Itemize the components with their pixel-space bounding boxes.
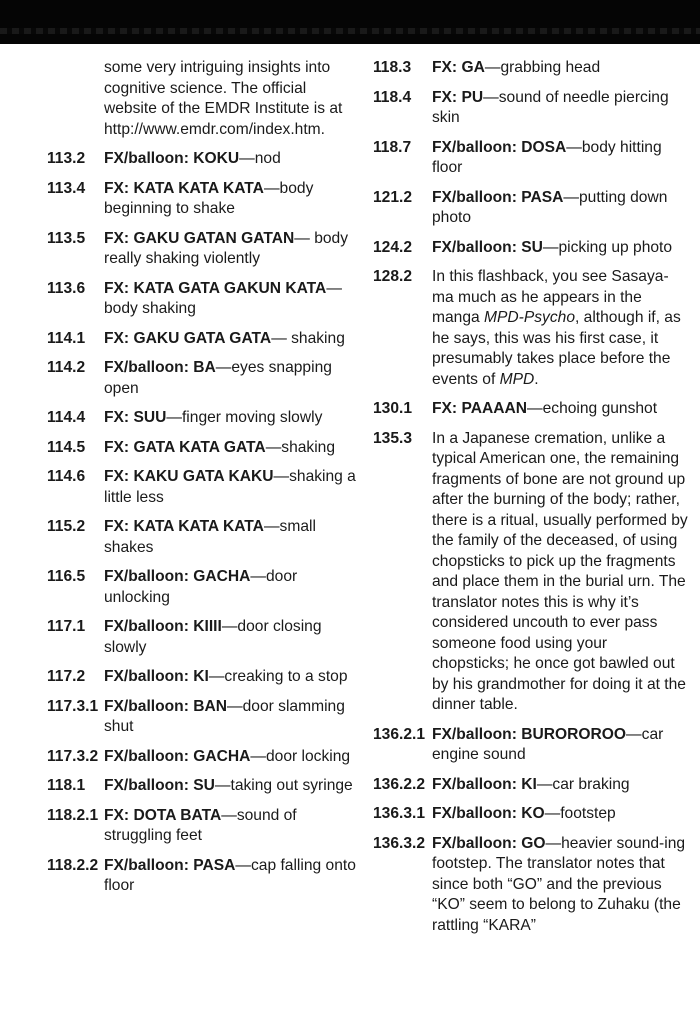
- entry-text: —door unlocking: [104, 568, 298, 606]
- sound-effect-label: FX/balloon: SU: [104, 777, 215, 794]
- note-text: [104, 806, 357, 847]
- entry-text: —shaking a little less: [104, 468, 356, 506]
- page-panel-number: 128.2: [373, 268, 413, 285]
- italic-title: MPD: [499, 370, 535, 388]
- page-panel-number: 114.4: [47, 409, 86, 426]
- page-panel-number: 118.3: [373, 59, 412, 76]
- note-text: [104, 776, 357, 797]
- note-entry: [373, 238, 688, 259]
- note-entry: [47, 179, 357, 220]
- sound-effect-label: FX/balloon: BUROROROO: [432, 725, 627, 743]
- entry-text: —car braking: [536, 775, 630, 793]
- note-entry: [47, 567, 357, 608]
- entry-text: — body shaking: [104, 279, 342, 317]
- sound-effect-label: FX: KATA KATA KATA: [104, 179, 264, 197]
- entry-text: —creaking to a stop: [208, 668, 348, 685]
- note-text: [432, 775, 688, 796]
- note-text: [432, 725, 688, 766]
- sound-effect-label: FX/balloon: SU: [432, 238, 543, 256]
- note-text: [104, 279, 357, 320]
- page-panel-number: 118.7: [373, 138, 412, 156]
- page-panel-number: 114.2: [47, 359, 86, 376]
- page-header-bar: [0, 0, 700, 44]
- entry-text: —echoing gunshot: [527, 400, 658, 417]
- note-entry: [373, 138, 688, 179]
- right-column: [373, 58, 688, 945]
- note-text: [432, 88, 688, 129]
- entry-text: —taking out syringe: [214, 777, 353, 794]
- sound-effect-label: FX: GAKU GATA GATA: [104, 329, 272, 347]
- page-panel-number: 113.4: [47, 179, 86, 197]
- note-entry: [47, 408, 357, 429]
- page-panel-number: 113.5: [47, 229, 86, 247]
- entry-text: —door locking: [250, 747, 351, 765]
- sound-effect-label: FX/balloon: BAN: [104, 697, 228, 715]
- sound-effect-label: FX/balloon: KI: [432, 775, 537, 793]
- note-text: [104, 467, 357, 508]
- page-panel-number: 117.2: [47, 668, 86, 685]
- note-entry: [47, 358, 357, 399]
- entry-text: —putting down photo: [432, 188, 668, 226]
- note-text: [104, 567, 357, 608]
- note-text: [104, 747, 357, 768]
- entry-text: —shaking: [265, 438, 336, 456]
- page-panel-number: 118.1: [47, 777, 86, 794]
- note-entry: [47, 438, 357, 459]
- note-text: [104, 438, 357, 459]
- note-entry: [47, 279, 357, 320]
- page-panel-number: 136.2.1: [373, 725, 426, 743]
- page-panel-number: 118.2.2: [47, 856, 99, 874]
- note-entry: [47, 697, 357, 738]
- page-panel-number: 136.2.2: [373, 775, 426, 793]
- entry-text: —small shakes: [104, 518, 316, 556]
- sound-effect-label: FX: SUU: [104, 409, 167, 426]
- entry-text: —sound of needle piercing skin: [432, 88, 669, 126]
- entry-text: —finger moving slowly: [166, 409, 323, 426]
- note-entry: [47, 776, 357, 797]
- sound-effect-label: FX/balloon: GACHA: [104, 747, 251, 765]
- sound-effect-label: FX: PAAAAN: [432, 400, 528, 417]
- note-entry: [47, 229, 357, 270]
- note-entry: [373, 725, 688, 766]
- sound-effect-label: FX/balloon: GO: [432, 834, 546, 852]
- page-panel-number: 114.6: [47, 468, 86, 485]
- entry-text: —body beginning to shake: [104, 179, 314, 217]
- page-panel-number: 130.1: [373, 400, 413, 417]
- sound-effect-label: FX: GATA KATA GATA: [104, 438, 266, 456]
- note-entry: [373, 804, 688, 825]
- sound-effect-label: FX: KAKU GATA KAKU: [104, 468, 274, 485]
- page-panel-number: 118.4: [373, 88, 412, 106]
- note-entry: [47, 329, 357, 350]
- entry-text: —car engine sound: [432, 725, 664, 763]
- sound-effect-label: FX/balloon: DOSA: [432, 138, 567, 156]
- note-text: [104, 517, 357, 558]
- note-entry: [47, 149, 357, 170]
- note-text: [432, 238, 688, 259]
- entry-text: —footstep: [544, 805, 616, 822]
- sound-effect-label: FX: GAKU GATAN GATAN: [104, 229, 295, 247]
- note-text: [432, 804, 688, 825]
- page-panel-number: 117.3.1: [47, 697, 99, 715]
- note-text: [432, 267, 688, 390]
- continued-note: [47, 58, 357, 140]
- entry-text: —door slamming shut: [104, 697, 345, 735]
- note-entry: [373, 775, 688, 796]
- page-panel-number: 136.3.1: [373, 805, 426, 822]
- page-panel-number: 117.1: [47, 618, 86, 635]
- entry-text: —door closing slowly: [104, 618, 322, 656]
- entry-text: In a Japanese cremation, unlike a typical American one, the remaining fragments of bone are not ground up after the burning of the body; rather, there is a ritual, usually performed by the family of the deceased, of using chopsticks to pick up the fragments and place them in the burial urn. The translator notes this is why it’s considered uncouth to ever pass someone food using your chopsticks; he once got bawled out by his grandmother for doing it at the dinner table.: [432, 429, 688, 713]
- page-panel-number: 117.3.2: [47, 747, 99, 765]
- note-text: [104, 229, 357, 270]
- sound-effect-label: FX/balloon: KOKU: [104, 150, 240, 167]
- note-entry: [47, 667, 357, 688]
- note-entry: [47, 747, 357, 768]
- sound-effect-label: FX: DOTA BATA: [104, 806, 222, 824]
- entry-text: —eyes snapping open: [104, 359, 332, 397]
- page-panel-number: 136.3.2: [373, 834, 426, 852]
- page-panel-number: 115.2: [47, 518, 86, 535]
- note-text: [104, 329, 357, 350]
- note-text: [104, 408, 357, 429]
- note-entry: [373, 88, 688, 129]
- note-entry: [47, 856, 357, 897]
- note-entry: [373, 429, 688, 716]
- note-entry: [373, 188, 688, 229]
- entry-text: —picking up photo: [542, 238, 673, 256]
- note-entry: [47, 806, 357, 847]
- entry-text: —heavier sound-ing footstep. The translator notes that since both “GO” and the previous “KO” seem to belong to Zuhaku (the rattling “KARA”: [432, 834, 686, 934]
- page-panel-number: 121.2: [373, 188, 413, 206]
- sound-effect-label: FX: PU: [432, 88, 484, 106]
- page-panel-number: 116.5: [47, 568, 86, 585]
- sound-effect-label: FX/balloon: KI: [104, 668, 209, 685]
- page-panel-number: 135.3: [373, 429, 413, 447]
- sound-effect-label: FX/balloon: BA: [104, 359, 216, 376]
- note-text: [104, 149, 357, 170]
- note-text: [104, 697, 357, 738]
- note-text: [432, 58, 688, 79]
- sound-effect-label: FX/balloon: PASA: [104, 856, 236, 874]
- entry-text: , although if, as he says, this was his first case, it presumably takes place before the events of: [432, 309, 681, 388]
- note-entry: [47, 517, 357, 558]
- left-column: [47, 58, 357, 906]
- note-text: [104, 856, 357, 897]
- entry-text: some very intriguing insights into cognitive science. The official website of the EMDR Institute is at http://www.emdr.com/index.htm.: [104, 59, 343, 138]
- page-panel-number: 118.2.1: [47, 806, 99, 824]
- entry-text: .: [534, 370, 539, 388]
- note-entry: [373, 267, 688, 390]
- note-text: [432, 138, 688, 179]
- entry-text: —nod: [239, 150, 281, 167]
- note-text: [432, 399, 688, 420]
- italic-title: MPD-Psycho: [484, 309, 575, 326]
- sound-effect-label: FX/balloon: GACHA: [104, 568, 251, 585]
- note-entry: [47, 617, 357, 658]
- page-panel-number: 114.5: [47, 438, 86, 456]
- entry-text: — body really shaking violently: [104, 229, 349, 267]
- sound-effect-label: FX: KATA GATA GAKUN KATA: [104, 279, 327, 297]
- sound-effect-label: FX/balloon: KIIII: [104, 618, 222, 635]
- entry-text: In this flashback, you see Sasaya-ma much as he appears in the manga: [432, 268, 669, 326]
- note-text: [432, 429, 688, 716]
- note-entry: [373, 834, 688, 937]
- note-entry: [373, 58, 688, 79]
- note-text: [432, 834, 688, 937]
- page-panel-number: 114.1: [47, 329, 86, 347]
- entry-text: — shaking: [271, 329, 345, 347]
- page-panel-number: 124.2: [373, 238, 413, 256]
- entry-text: —cap falling onto floor: [104, 856, 356, 894]
- entry-text: —body hitting floor: [432, 138, 662, 176]
- page-panel-number: 113.6: [47, 279, 86, 297]
- sound-effect-label: FX: GA: [432, 59, 485, 76]
- note-text: [104, 617, 357, 658]
- note-text: [104, 667, 357, 688]
- page-panel-number: 113.2: [47, 150, 86, 167]
- entry-text: —grabbing head: [484, 59, 601, 76]
- sound-effect-label: FX: KATA KATA KATA: [104, 518, 264, 535]
- note-entry: [47, 467, 357, 508]
- sound-effect-label: FX/balloon: KO: [432, 805, 545, 822]
- entry-text: —sound of struggling feet: [104, 806, 297, 844]
- note-entry: [373, 399, 688, 420]
- note-text: [432, 188, 688, 229]
- note-text: [104, 179, 357, 220]
- note-text: [104, 358, 357, 399]
- sound-effect-label: FX/balloon: PASA: [432, 188, 564, 206]
